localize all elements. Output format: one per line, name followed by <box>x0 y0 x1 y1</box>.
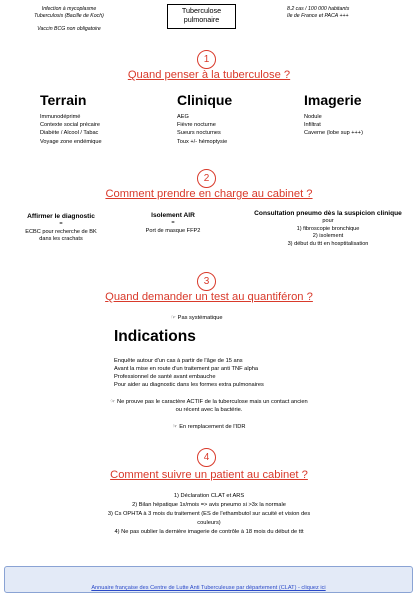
title-line1: Tuberculose <box>181 6 222 15</box>
followup-item: 4) Ne pas oublier la dernière imagerie de contrôle à 18 mois du début de ttt <box>114 529 304 535</box>
isolement-heading: Isolement AIR <box>151 212 195 219</box>
consultation-heading: Consultation pneumo dès la suspicion clinique <box>254 210 402 217</box>
isolement-line1: Port de masque FFP2 <box>145 227 201 234</box>
header-left <box>20 6 118 33</box>
followup-item: 2) Bilan hépatique 1x/mois => avis pneumo si >3x la normale <box>132 502 286 508</box>
note-idr-replacement: ☞ En remplacement de l'IDR <box>172 424 246 430</box>
imagerie-item: Infiltrat <box>304 122 321 129</box>
consultation-line1: pour <box>322 218 334 224</box>
indication-item: Avant la mise en route d'un traitement par anti TNF alpha <box>114 366 259 372</box>
section1-title: Quand penser à la tuberculose ? <box>127 69 291 81</box>
followup-list <box>0 492 418 537</box>
imagerie-item: Nodule <box>304 114 322 120</box>
section3-title: Quand demander un test au quantiféron ? <box>105 291 313 303</box>
diagnostic-line1: ECBC pour recherche de BK <box>25 228 97 235</box>
header-left-line2: Tuberculosis (Bacille de Koch) <box>34 13 104 19</box>
note-active-tb-line1: ☞ Ne prouve pas le caractère ACTIF de la tuberculose mais un contact ancien <box>110 399 308 405</box>
indication-item: Enquête autour d'un cas à partir de l'âge de 15 ans <box>114 358 243 364</box>
terrain-item: Voyage zone endémique <box>40 138 102 145</box>
terrain-item: Immunodéprimé <box>40 114 81 120</box>
header-left-line1: Infection à mycoplasme <box>41 6 97 12</box>
header-left-line3: Vaccin BCG non obligatoire <box>37 26 101 32</box>
section2-title: Comment prendre en charge au cabinet ? <box>105 188 313 200</box>
diagnostic-heading: Affirmer le diagnostic <box>27 213 95 220</box>
header-right <box>287 6 397 20</box>
followup-item: couleurs) <box>197 520 221 526</box>
isolement-equals: = <box>171 220 175 226</box>
header-right-line1: 8.2 cas / 100 000 habitants <box>287 6 350 12</box>
section4-title: Comment suivre un patient au cabinet ? <box>110 469 308 481</box>
section2-number-badge: 2 <box>197 169 216 188</box>
consultation-block <box>242 210 414 248</box>
imagerie-item: Caverne (lobe sup +++) <box>304 130 363 137</box>
clinique-item: Fièvre nocturne <box>177 122 216 129</box>
indication-item: Pour aider au diagnostic dans les formes extra pulmonaires <box>114 382 264 388</box>
imagerie-heading: Imagerie <box>304 92 362 108</box>
clinique-item: AEG <box>177 114 189 120</box>
indications-list <box>114 357 264 389</box>
note-active-tb-line2: ou récent avec la bactérie. <box>175 407 243 413</box>
consultation-line2: 1) fibroscopie bronchique <box>296 225 360 232</box>
followup-item: 1) Déclaration CLAT et ARS <box>173 493 245 499</box>
diagnostic-line2: dans les crachats <box>39 236 83 243</box>
indications-title: Indications <box>114 328 196 345</box>
diagnostic-block <box>6 213 116 244</box>
note-not-systematic: ☞ Pas systématique <box>171 315 223 321</box>
terrain-heading: Terrain <box>40 92 87 108</box>
terrain-item: Diabète / Alcool / Tabac <box>40 130 99 137</box>
note-active-tb <box>0 398 418 414</box>
clinique-item: Toux +/- hémoptysie <box>177 138 228 145</box>
clinique-item: Sueurs nocturnes <box>177 130 221 137</box>
consultation-line3: 2) isolement <box>312 233 344 240</box>
clat-directory-link[interactable]: Annuaire française des Centre de Lutte Anti Tuberculeuse par département (CLAT) - cliquez ici <box>91 585 326 591</box>
terrain-column <box>40 92 102 146</box>
imagerie-column <box>304 92 363 138</box>
section4-number-badge: 4 <box>197 448 216 467</box>
clat-directory-banner[interactable] <box>4 566 413 593</box>
title-box <box>167 4 236 29</box>
section3-number-badge: 3 <box>197 272 216 291</box>
section1-number-badge: 1 <box>197 50 216 69</box>
header-right-line2: Ile de France et PACA +++ <box>287 13 349 19</box>
consultation-line4: 3) début du ttt en hosptitalisation <box>287 240 369 247</box>
followup-item: 3) Cs OPHTA à 3 mois du traitement (ES de l'ethambutol sur acuité et vision des <box>107 511 311 517</box>
isolement-block <box>125 212 221 235</box>
clinique-column <box>177 92 232 146</box>
terrain-item: Contexte social précaire <box>40 122 101 129</box>
indication-item: Professionnel de santé avant embauche <box>114 374 216 380</box>
clinique-heading: Clinique <box>177 92 233 108</box>
title-line2: pulmonaire <box>183 14 220 24</box>
diagnostic-equals: = <box>59 221 63 227</box>
